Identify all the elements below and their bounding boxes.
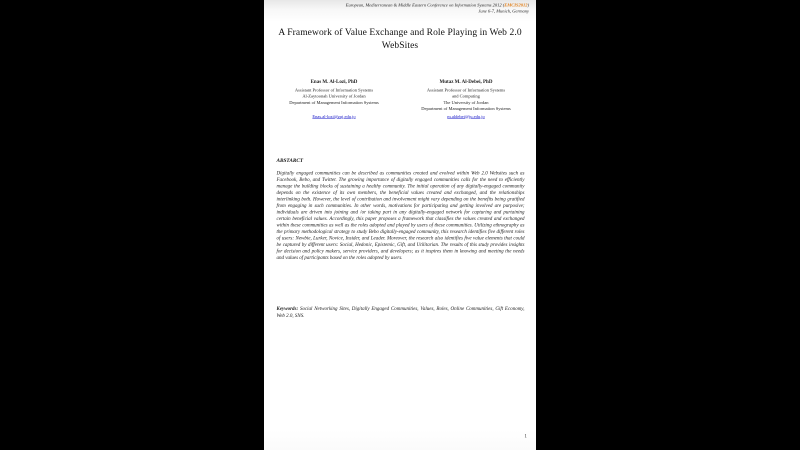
author-2-affiliation-line: Department of Management Information Systems (421, 106, 511, 111)
author-2-affiliation-line: Assistant Professor of Information Systems (426, 87, 506, 93)
paper-page (264, 0, 536, 450)
keywords-text: Social Networking Sites, Digitally Engaged Communities, Values, Roles, Online Communities, Gift Economy, Web 2.0, SNS. (276, 306, 525, 319)
author-2-affiliation-line: and Computing (452, 93, 480, 99)
author-1-affiliation-line: Department of Management Information Systems (289, 99, 379, 105)
conference-name-suffix: ) (527, 2, 529, 8)
author-1-affiliation-line: Al-Zaytoonah University of Jordan (302, 93, 366, 99)
conference-acronym-highlight: EMCIS2012 (504, 2, 528, 8)
author-1-name: Enas M. Al-Lozi, PhD (310, 79, 358, 85)
page-number: 1 (524, 433, 527, 439)
keywords-paragraph (277, 306, 525, 320)
author-2-affiliation-line: The University of Jordan (443, 99, 489, 105)
conference-name-line (346, 3, 529, 9)
conference-name: European, Mediterranean & Middle Eastern Conference on Information Systems 2012 ( (345, 2, 505, 8)
author-2-email-link[interactable]: m.aldebei@ju.edu.jo (447, 113, 485, 119)
author-2-name: Mutaz M. Al-Debei, PhD (439, 79, 493, 85)
abstract-heading: ABSTARCT (276, 158, 304, 164)
keywords-label: Keywords: (276, 306, 299, 312)
author-block-2 (400, 79, 532, 120)
conference-header (346, 3, 529, 15)
conference-date-location: June 6-7, Munich, Germany (478, 8, 529, 14)
author-block-1 (268, 79, 400, 120)
author-1-email-link[interactable]: Enas.al-lozi@zuj.edu.jo (312, 114, 356, 119)
authors-row (268, 79, 532, 120)
abstract-text: Digitally engaged communities can be described as communities created and evolved within Web 2.0 Websites such as Facebook, Bebo, and Twitter. The growing importance of digitally engaged communities calls for the need to efficiently manage the building blocks of sustaining a healthy community. The initial operation of any digitally-engaged community depends on the existence of its own members, the beneficial values created and exchanged, and the relationships interlinking both. However, the level of contribution and involvement might vary depending on the benefits being gratified from engaging in such communities. In other words, motivations for participating and getting involved are purposive; individuals are driven into joining and /or taking part in any digitally-engaged network for capturing and purtaining certain beneficial values. Accordingly, this paper proposes a framework that classifies the values created and exchanged within these communities as well as the roles adopted and played by users of these communities. Utilizing ethnography as the primary methodological strategy to study Bebo digitally-engaged community, this research identifies five different roles of users: Newbie, Lurker, Novice, Insider, and Leader. Moreover, the research also identifies five value elements that could be captured by different users: Social, Hedonic, Epistemic, Gift, and Utilitarian. The results of this study provides insights for decision and policy makers, service providers, and developers; as it inspires them in knowing and meeting the needs and values of participants based on the roles adopted by users. (276, 170, 525, 261)
document-viewport (264, 0, 536, 450)
author-1-affiliation-line: Assistant Professor of Information Systems (294, 87, 374, 93)
paper-title: A Framework of Value Exchange and Role Playing in Web 2.0 WebSites (278, 27, 522, 51)
